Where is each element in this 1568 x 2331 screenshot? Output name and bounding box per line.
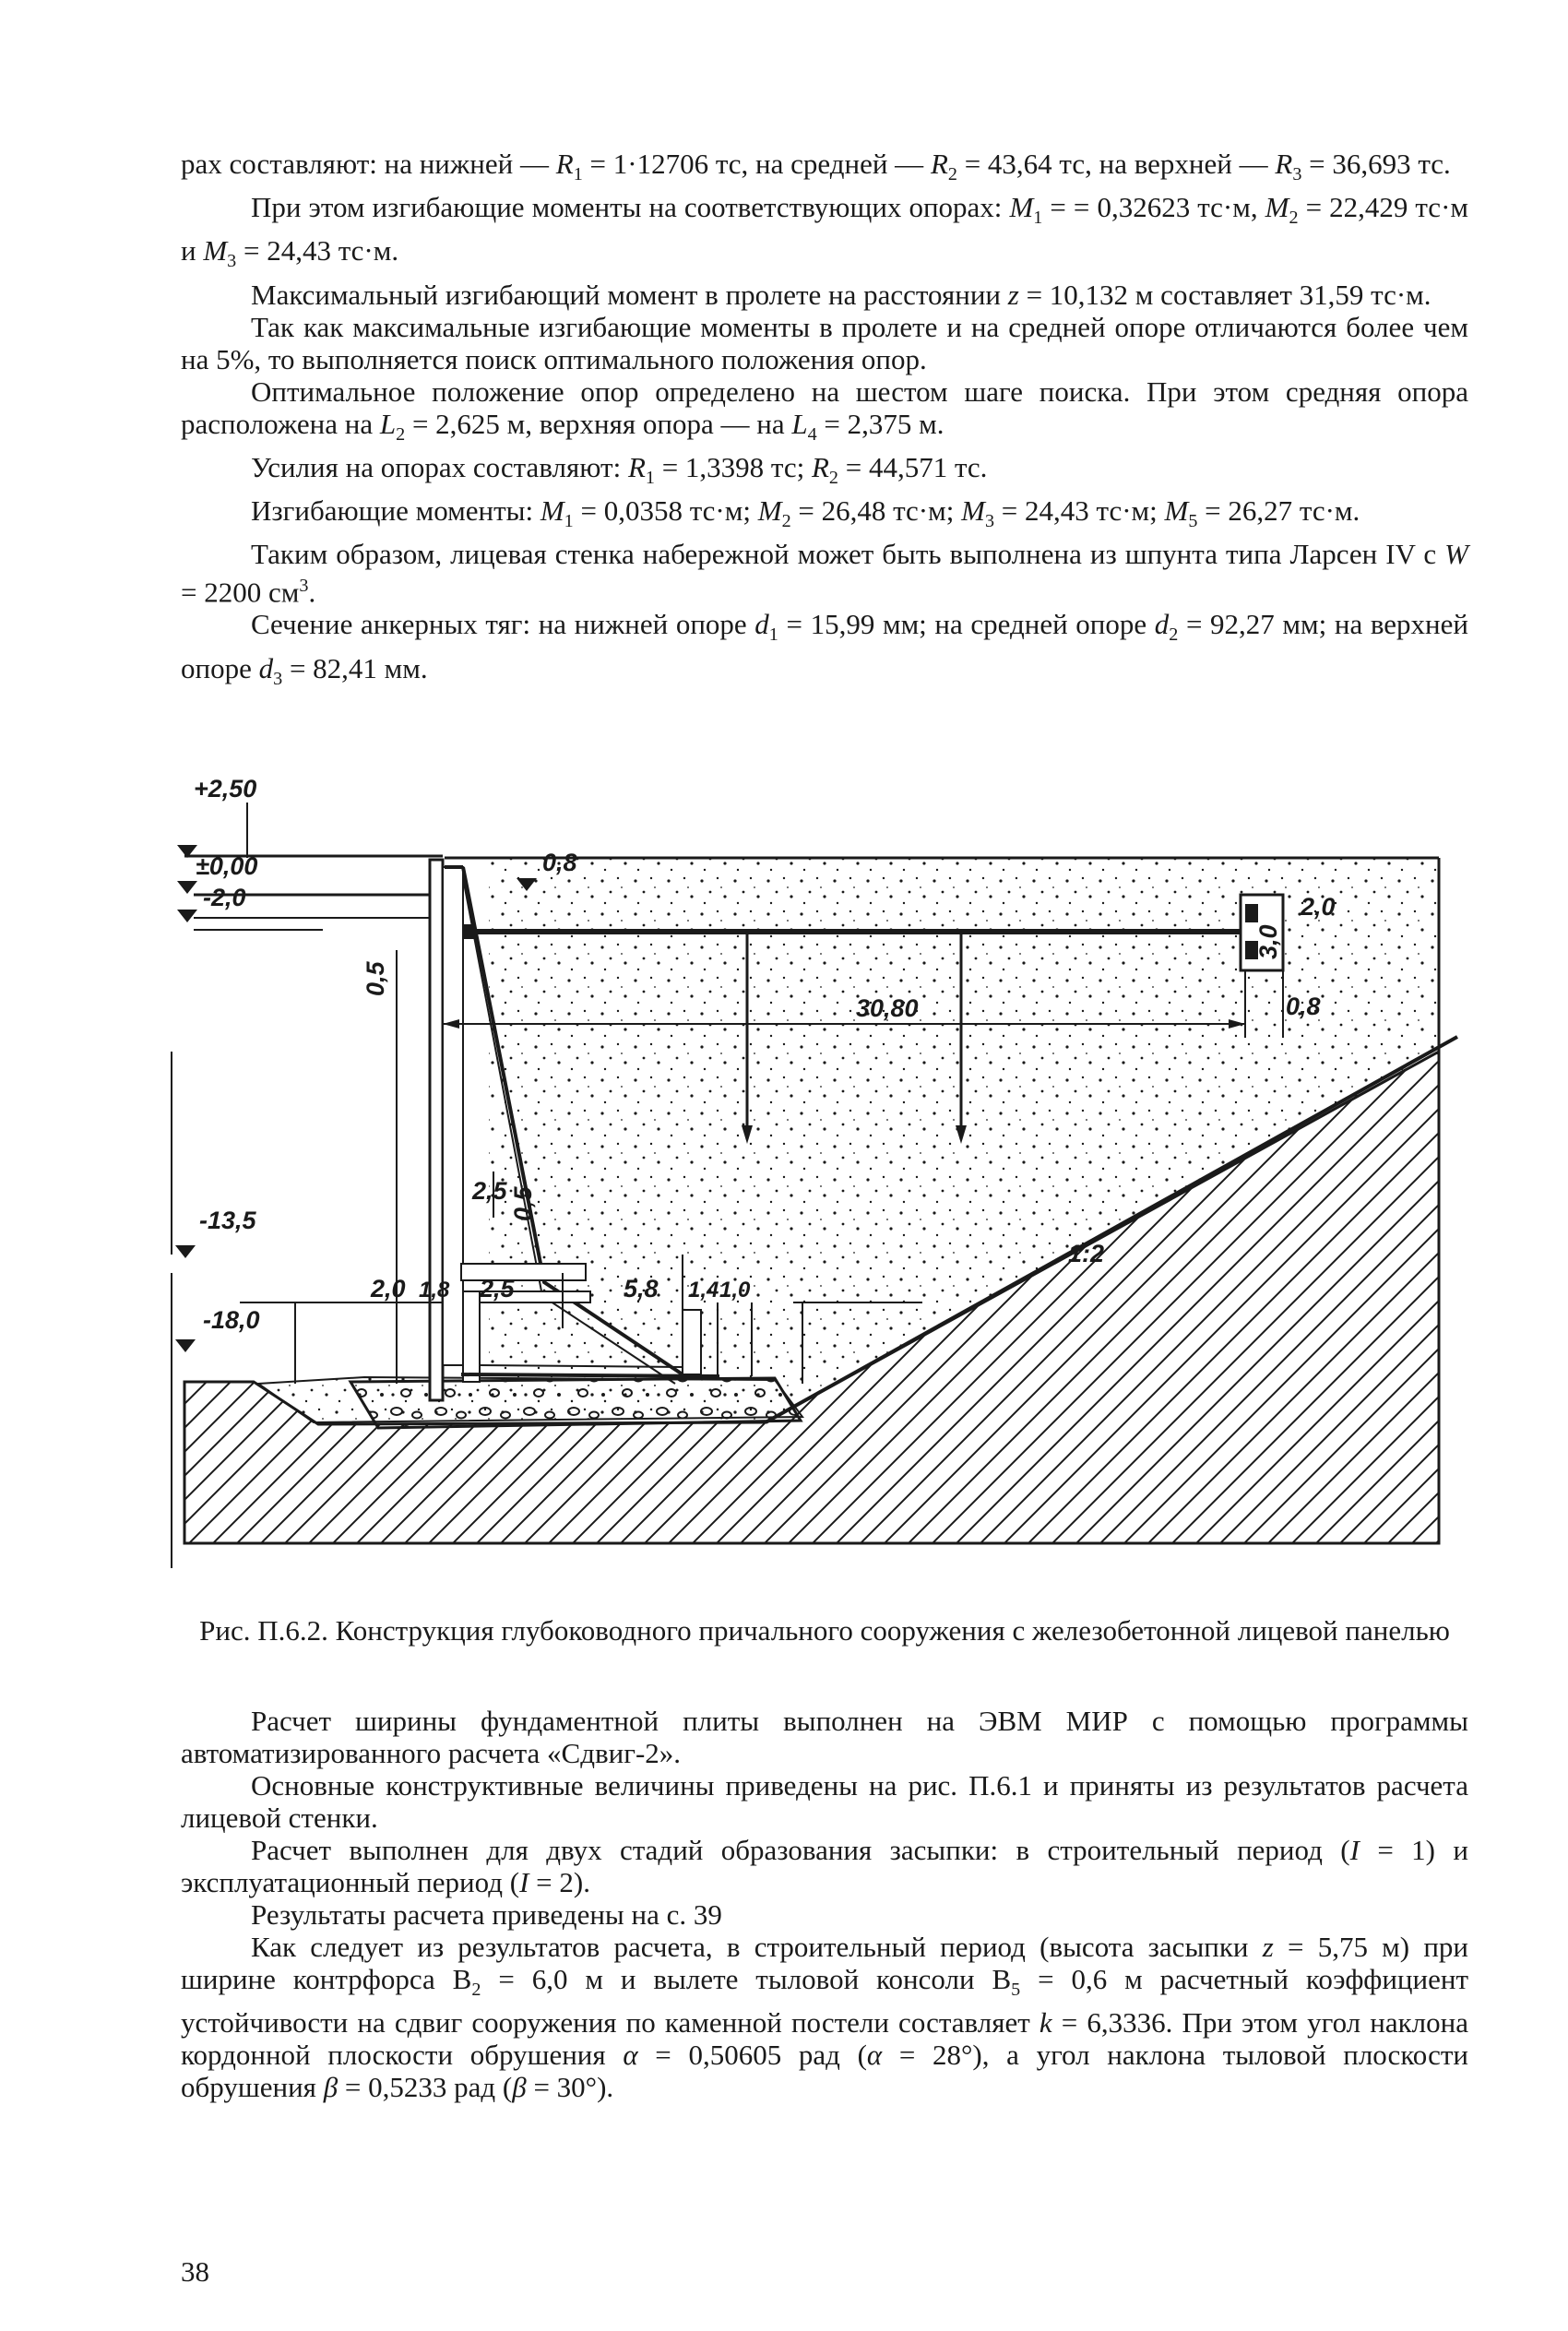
figure-caption: Рис. П.6.2. Конструкция глубоководного причального сооружения с железобетонной лицевой панелью: [199, 1614, 1450, 1647]
label-dim-05-b: 0,5: [509, 1186, 537, 1221]
label-dim-10: 1,0: [719, 1278, 751, 1302]
label-elev-bottom: -18,0: [203, 1306, 260, 1334]
paragraph: Оптимальное положение опор определено на шестом шаге поиска. При этом средняя опора расположена на $L_2 = 2,625$ м, верхняя опора — на $L_4 = 2,375$ м.: [181, 375, 1468, 445]
paragraph: Усилия на опорах составляют: $R_1 = 1,3398$ тс; $R_2 = 44,571$ тс.: [251, 450, 988, 488]
paragraph: Максимальный изгибающий момент в пролете на расстоянии z = 10,132 м составляет 31,59 тс·м.: [251, 278, 1431, 311]
paragraph: Расчет выполнен для двух стадий образования засыпки: в строительный период (I = 1) и эксплуатационный период (I = 2).: [181, 1834, 1468, 1898]
stone-bedding: [350, 1378, 801, 1428]
label-dim-20-bottom: 2,0: [371, 1275, 406, 1302]
label-dim-14: 1,4: [688, 1278, 719, 1302]
figure-quay-structure: [166, 775, 1476, 1605]
label-elev-zero: ±0,00: [196, 852, 258, 880]
label-dim-18: 1,8: [419, 1278, 450, 1302]
label-elev-water: -2,0: [203, 884, 246, 911]
paragraph: Таким образом, лицевая стенка набережной может быть выполнена из шпунта типа Ларсен IV с W = 2200 $см^3$.: [181, 538, 1468, 609]
label-dim-30-right: 3,0: [1254, 924, 1282, 959]
label-dim-20-right: 2,0: [1301, 893, 1336, 921]
paragraph: Сечение анкерных тяг: на нижней опоре $d_1 = 15,99$ мм; на средней опоре $d_2 = 92,27$ мм; на верхней опоре $d_3 = 82,41$ мм.: [181, 608, 1468, 689]
paragraph: При этом изгибающие моменты на соответствующих опорах: $M_1$ = = 0,32623 тс·м, $M_2 = 22,429$ тс·м и $M_3 = 24,43$ тс·м.: [181, 191, 1469, 272]
paragraph: Как следует из результатов расчета, в строительный период (высота засыпки z = 5,75 м) при ширине контрфорса $B_2 = 6,0$ м и вылете тыловой консоли $B_5 = 0,6$ м расчетный коэффициент устойчивости на сдвиг сооружения по каменной постели составляет k = 6,3336. При этом угол наклона кордонной плоскости обрушения α = 0,50605 рад (α = 28°), а угол наклона тыловой плоскости обрушения β = 0,5233 рад (β = 30°).: [181, 1931, 1469, 2104]
body-text-bottom: [181, 1705, 1468, 2103]
label-dim-08-right: 0,8: [1286, 993, 1321, 1020]
foundation-slab: [461, 1374, 719, 1376]
quay-cross-section-drawing: [166, 775, 1476, 1605]
paragraph: Основные конструктивные величины приведены на рис. П.6.1 и приняты из результатов расчета лицевой стенки.: [181, 1769, 1468, 1834]
label-dim-08-top: 0,8: [542, 849, 577, 876]
label-elev-mid: -13,5: [199, 1207, 256, 1234]
label-dim-25-b: 2,5: [480, 1275, 515, 1302]
label-dim-05: 0,5: [362, 961, 389, 996]
label-dim-25-a: 2,5: [472, 1177, 507, 1205]
paragraph: Расчет ширины фундаментной плиты выполнен на ЭВМ МИР с помощью программы автоматизированного расчета «Сдвиг-2».: [181, 1705, 1468, 1769]
front-wall-panel: [430, 860, 443, 1400]
label-elev-top: +2,50: [194, 775, 257, 803]
body-text-top: [181, 148, 1468, 696]
paragraph: Изгибающие моменты: $M_1 = 0,0358$ тс·м; $M_2 = 26,48$ тс·м; $M_3 = 24,43$ тс·м; $M_5 = 26,27$ тс·м.: [251, 494, 1360, 532]
label-dim-58: 5,8: [624, 1275, 659, 1302]
label-dim-3080: 30,80: [856, 994, 919, 1022]
paragraph: Так как максимальные изгибающие моменты в пролете и на средней опоре отличаются более чем на 5%, то выполняется поиск оптимального положения опор.: [181, 310, 1468, 375]
page-number: 38: [181, 2255, 209, 2288]
label-slope: 1:2: [1068, 1240, 1105, 1267]
paragraph: рах составляют: на нижней — $R_1 = 1\cdot 12706$ тс, на средней — $R_2 = 43,64$ тс, на верхней — $R_3 = 36,693$ тс.: [181, 148, 1451, 185]
paragraph: Результаты расчета приведены на с. 39: [251, 1898, 722, 1931]
